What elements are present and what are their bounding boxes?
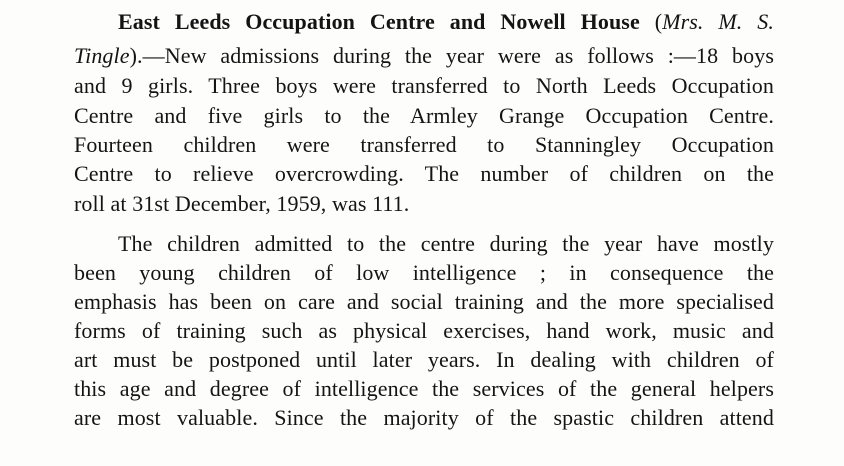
paragraph2-line5: art must be postponed until later years. In dealing with children of (74, 347, 774, 372)
paragraph2-line6: this age and degree of intelligence the services of the general helpers (74, 376, 774, 401)
attribution-name: Mrs. M. S. (662, 9, 774, 34)
paragraph1-line2 (74, 43, 774, 69)
paragraph1-line1 (118, 9, 774, 35)
paragraph1-line2-text: ).—New admissions during the year were as follows :—18 boys (129, 43, 774, 68)
paragraph1-line3: and 9 girls. Three boys were transferred to North Leeds Occupation (74, 73, 774, 98)
paragraph1-line4: Centre and five girls to the Armley Grange Occupation Centre. (74, 103, 774, 128)
paragraph2-line3: emphasis has been on care and social training and the more specialised (74, 289, 774, 314)
paragraph1-line5: Fourteen children were transferred to Stanningley Occupation (74, 132, 774, 157)
paragraph1-line6: Centre to relieve overcrowding. The number of children on the (74, 161, 774, 186)
paragraph2-line4: forms of training such as physical exercises, hand work, music and (74, 318, 774, 343)
section-heading: East Leeds Occupation Centre and Nowell House (118, 9, 640, 34)
paragraph2-line1: The children admitted to the centre during the year have mostly (118, 231, 774, 256)
paragraph1-line7: roll at 31st December, 1959, was 111. (74, 191, 410, 216)
attribution-open: ( (654, 9, 663, 34)
attribution-name-cont: Tingle (74, 43, 130, 68)
paragraph2-line7: are most valuable. Since the majority of the spastic children attend (74, 405, 774, 430)
paragraph2-line2: been young children of low intelligence ; in consequence the (74, 260, 774, 285)
